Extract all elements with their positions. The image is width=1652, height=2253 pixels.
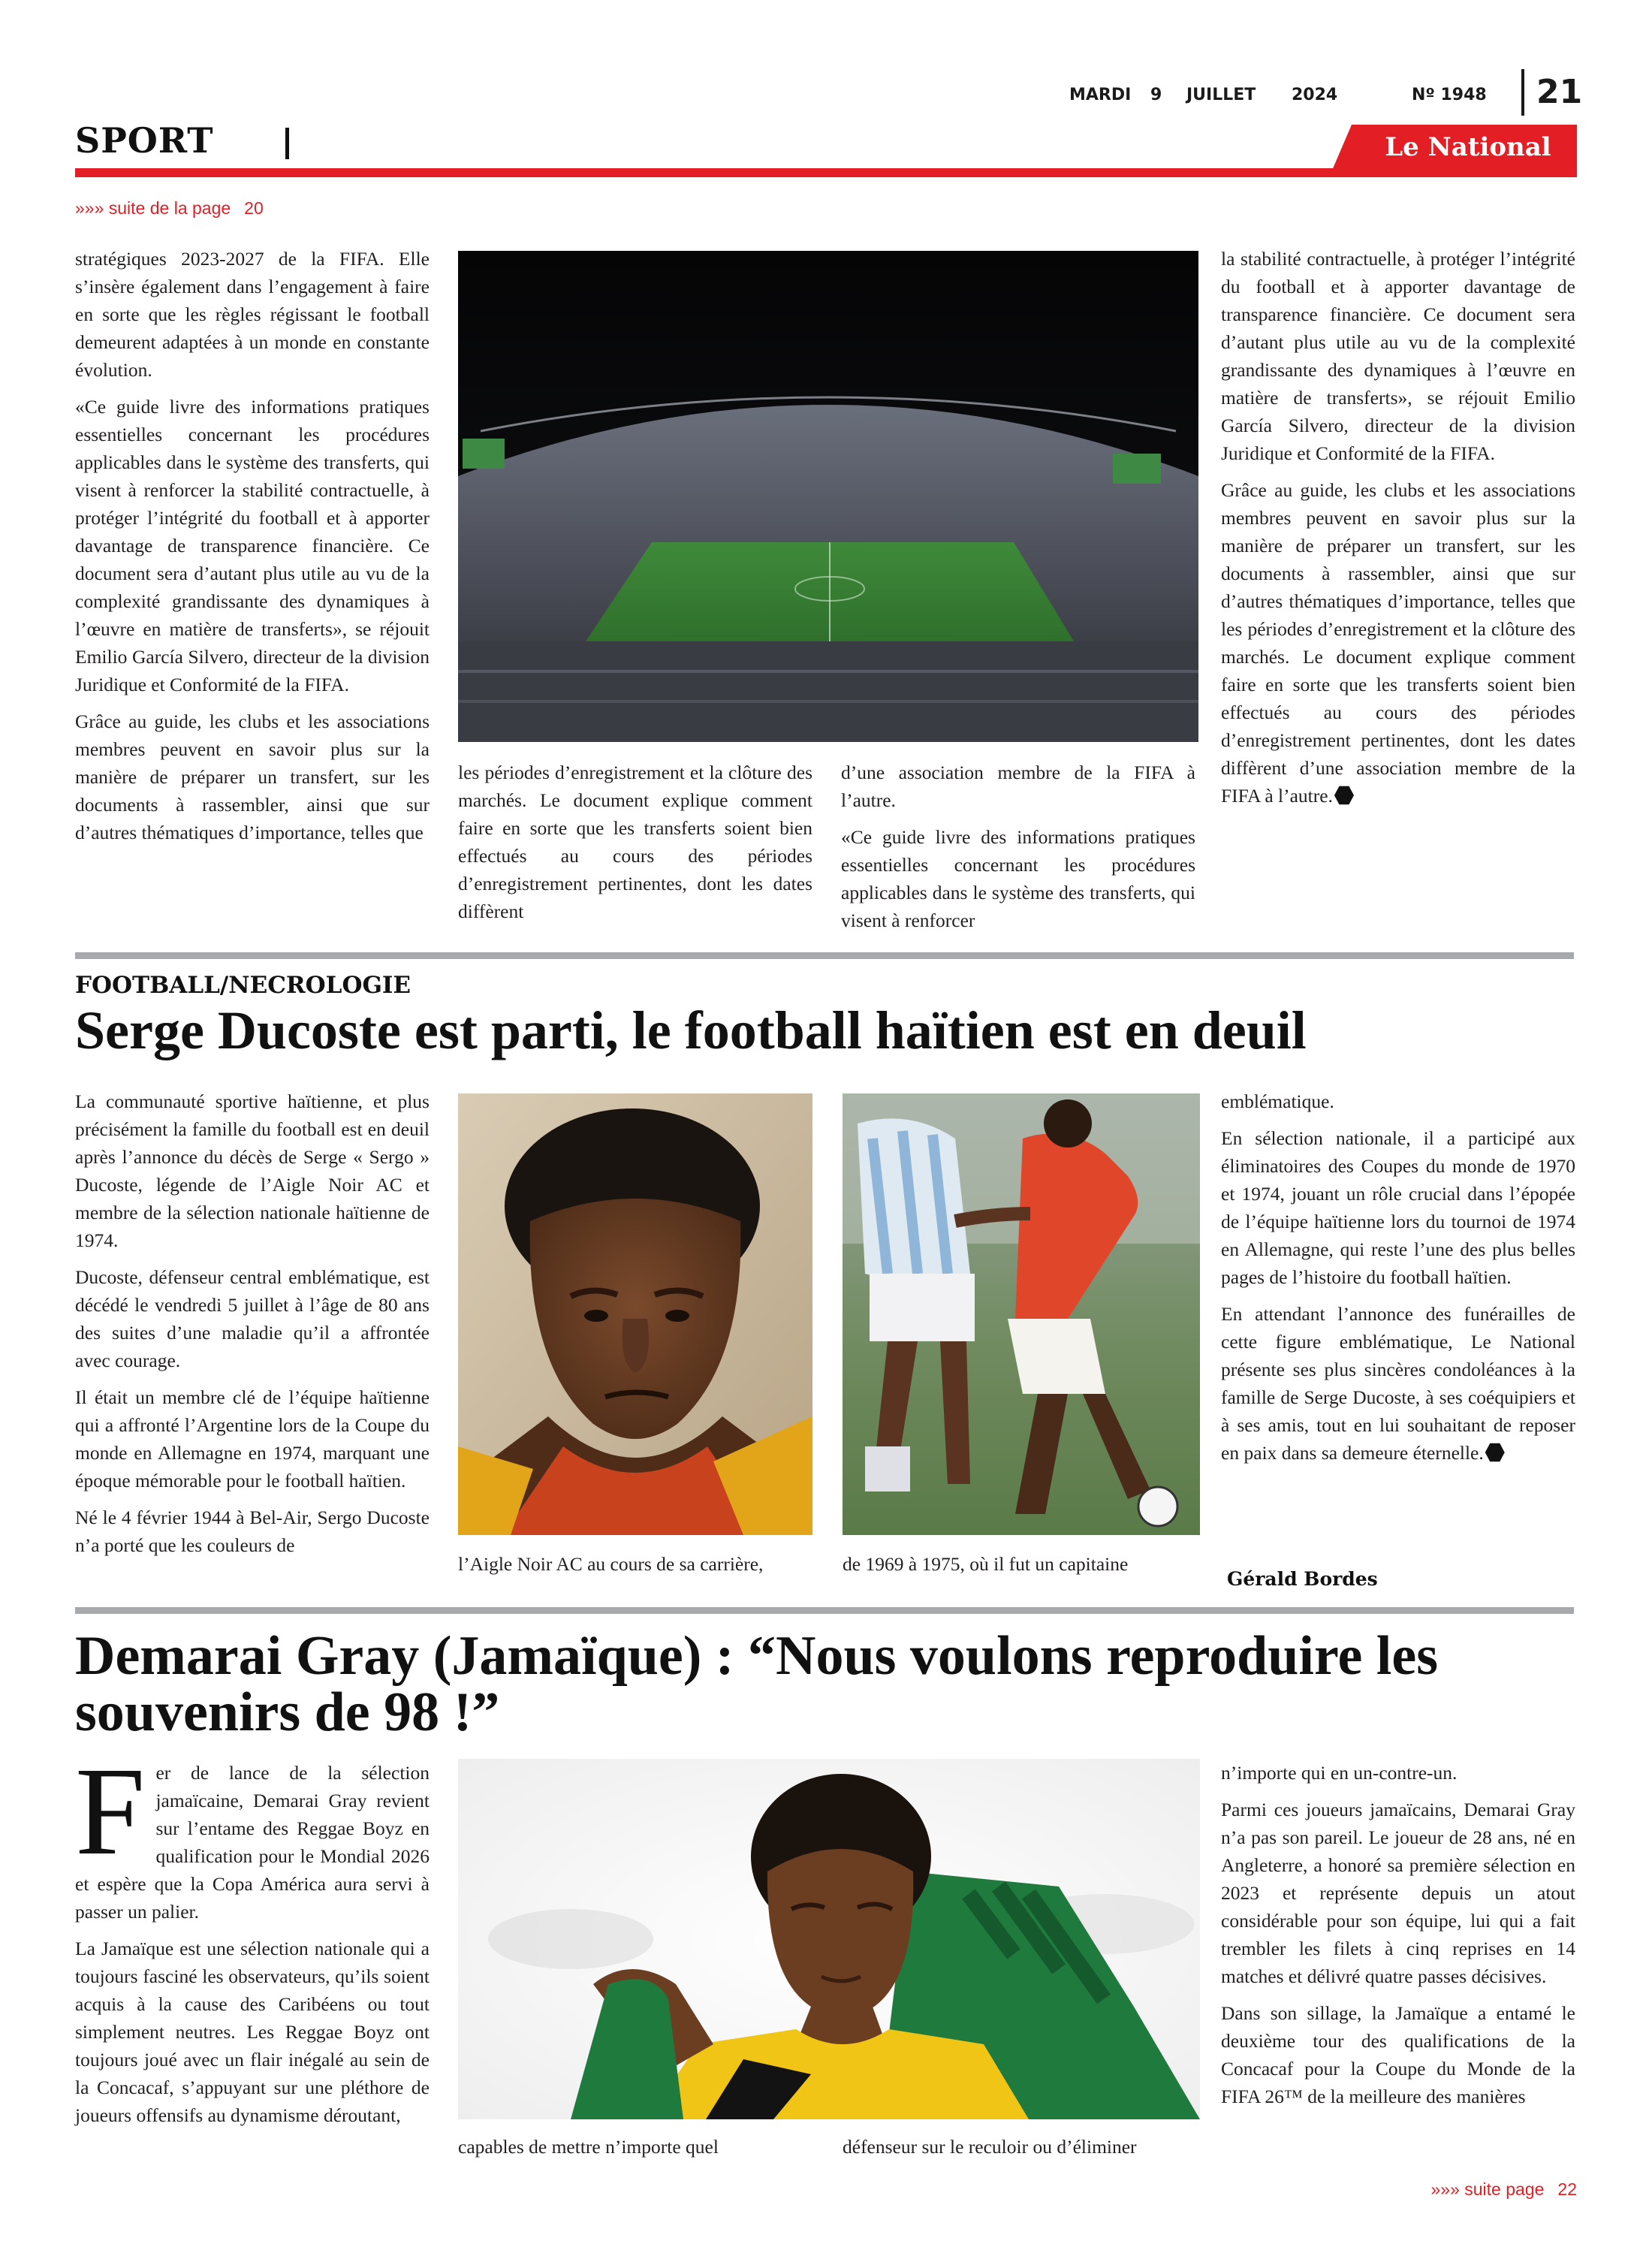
article3-headline: Demarai Gray (Jamaïque) : “Nous voulons reproduire les souvenirs de 98 !” — [75, 1625, 1439, 1744]
page-number: 21 — [1521, 69, 1582, 116]
article1-column-4 — [1221, 245, 1575, 939]
article2-col1-paragraph: Ducoste, défenseur central emblématique, est décédé le vendredi 5 juillet à l’âge de 80 ans des suites d’une maladie qu’il a affrontée avec courage. — [75, 1266, 430, 1371]
article2-col4-paragraph: emblématique. — [1221, 1090, 1334, 1112]
issue-day: MARDI — [1069, 86, 1132, 104]
article3-column-2 — [458, 2133, 812, 2164]
article-divider — [75, 1607, 1574, 1614]
article2-byline: Gérald Bordes — [1227, 1568, 1378, 1590]
article1-col4-paragraph — [1221, 476, 1575, 810]
issue-date — [1069, 86, 1512, 111]
article2-col1-paragraph: Né le 4 février 1944 à Bel-Air, Sergo Ducoste n’a porté que les couleurs de — [75, 1507, 430, 1556]
article2-column-2 — [458, 1550, 812, 1591]
article3-col4-paragraph: Dans son sillage, la Jamaïque a entamé le deuxième tour des qualifications de la Concacaf pour la Coupe du Monde de la FIFA 26™ de la meilleure des manières — [1221, 2002, 1575, 2107]
article2-col4-paragraph — [1221, 1300, 1575, 1467]
article1-column-2 — [458, 759, 812, 939]
demarai-gray-photo — [458, 1759, 1200, 2119]
article2-col3-paragraph: de 1969 à 1975, où il fut un capitaine — [843, 1553, 1129, 1575]
continued-from — [75, 198, 264, 219]
issue-year: 2024 — [1292, 86, 1338, 104]
article1-column-1 — [75, 245, 430, 939]
article1-col1-paragraph: stratégiques 2023-2027 de la FIFA. Elle s’insère également dans l’engagement à faire en sorte que les règles régissant le football demeurent adaptées à un monde en constante évolution. — [75, 248, 430, 381]
article2-column-3 — [843, 1550, 1197, 1591]
continued-to-page: 22 — [1557, 2179, 1577, 2199]
article2-headline: Serge Ducoste est parti, le football haïtien est en deuil — [75, 1000, 1307, 1060]
match-action-photo — [843, 1093, 1200, 1535]
article3-column-4 — [1221, 1759, 1575, 2164]
article2-col1-paragraph: La communauté sportive haïtienne, et plus précisément la famille du football est en deuil après l’annonce du décès de Serge « Sergo » Ducoste, légende de l’Aigle Noir AC et membre de la sélection nationale haïtienne de 1974. — [75, 1090, 430, 1251]
issue-number: Nº 1948 — [1412, 86, 1487, 104]
article1-col1-paragraph: «Ce guide livre des informations pratiques essentielles concernant les procédures applicables dans le système des transferts, qui visent à renforcer la stabilité contractuelle, à protéger l’intégrité du football et à apporter davantage de transparence financière. Ce document sera d’autant plus utile au vu de la complexité grandissante des dynamiques à l’œuvre en matière de transferts», se réjouit Emilio García Silvero, directeur de la division Juridique et Conformité de la FIFA. — [75, 396, 430, 695]
stadium-photo — [458, 251, 1198, 742]
article3-dropcap: F — [75, 1742, 146, 1881]
article3-col2-paragraph: capables de mettre n’importe quel — [458, 2136, 719, 2158]
article2-col4-paragraph: En sélection nationale, il a participé aux éliminatoires des Coupes du monde de 1970 et 1974, jouant un rôle crucial dans l’épopée de l’équipe haïtienne lors du tournoi de 1974 en Allemagne, qui reste l’une des plus belles pages de l’histoire du football haïtien. — [1221, 1127, 1575, 1288]
article1-col4-paragraph: la stabilité contractuelle, à protéger l’intégrité du football et à apporter davantage de transparence financière. Ce document sera d’autant plus utile au vu de la complexité grandissante des dynamiques à l’œuvre en matière de transferts», se réjouit Emilio García Silvero, directeur de la division Juridique et Conformité de la FIFA. — [1221, 248, 1575, 464]
article-divider — [75, 952, 1574, 959]
continued-from-page: 20 — [244, 198, 264, 218]
article3-col1-paragraph: La Jamaïque est une sélection nationale qui a toujours fasciné les observateurs, qu’ils soient acquis à la cause des Caribéens ou tout simplement neutres. Les Reggae Boyz ont toujours joué avec un flair inégalé au sein de la Concacaf, s’appuyant sur une pléthore de joueurs offensifs au dynamisme déroutant, — [75, 1938, 430, 2126]
article2-col2-paragraph: l’Aigle Noir AC au cours de sa carrière, — [458, 1553, 764, 1575]
article2-kicker: FOOTBALL/NECROLOGIE — [75, 972, 411, 999]
article3-col4-paragraph: Parmi ces joueurs jamaïcains, Demarai Gray n’a pas son pareil. Le joueur de 28 ans, né en Angleterre, a honoré sa première sélection en 2023 et représente depuis un atout considérable pour son équipe, lui qui a fait trembler les filets à cinq reprises en 14 matches et délivré quatre passes décisives. — [1221, 1799, 1575, 1987]
continued-from-marker: »»» suite de la page — [75, 198, 231, 218]
section-divider — [285, 128, 289, 159]
article1-col3-paragraph: d’une association membre de la FIFA à l’autre. — [841, 762, 1195, 811]
continued-to-marker: »»» suite page — [1430, 2179, 1545, 2199]
article3-column-1 — [75, 1742, 430, 2164]
article1-col2-paragraph: les périodes d’enregistrement et la clôture des marchés. Le document explique comment faire en sorte que les transferts soient bien effectués au cours des périodes d’enregistrement pertinentes, dont les dates diffèrent — [458, 762, 812, 922]
section-title: SPORT — [75, 120, 214, 161]
article1-col4-text: Grâce au guide, les clubs et les associations membres peuvent en savoir plus sur la manière de préparer un transfert, sur les documents à rassembler, ainsi que sur d’autres thématiques d’importance, telles que les périodes d’enregistrement et la clôture des marchés. Le document explique comment faire en sorte que les transferts soient bien effectués au cours des périodes d’enregistrement pertinentes, dont les dates diffèrent d’une association membre de la FIFA à l’autre. — [1221, 479, 1575, 807]
article2-column-1 — [75, 1087, 430, 1591]
article1-column-3 — [841, 759, 1195, 939]
article1-col3-paragraph: «Ce guide livre des informations pratiques essentielles concernant les procédures applicables dans le système des transferts, qui visent à renforcer — [841, 826, 1195, 931]
ducoste-portrait-photo — [458, 1093, 812, 1535]
end-of-article-icon — [1334, 786, 1354, 805]
article3-col3-paragraph: défenseur sur le reculoir ou d’éliminer — [843, 2136, 1137, 2158]
continued-to — [1359, 2179, 1577, 2200]
article2-col1-paragraph: Il était un membre clé de l’équipe haïtienne qui a affronté l’Argentine lors de la Coupe du monde en Allemagne en 1974, marquant une époque mémorable pour le football haïtien. — [75, 1386, 430, 1491]
newspaper-brand: Le National — [1385, 132, 1551, 162]
article2-column-4 — [1221, 1087, 1575, 1523]
article1-col1-paragraph: Grâce au guide, les clubs et les associations membres peuvent en savoir plus sur la manière de préparer un transfert, sur les documents à rassembler, ainsi que sur d’autres thématiques d’importance, telles que — [75, 710, 430, 843]
end-of-article-icon — [1485, 1443, 1505, 1462]
article2-col4-text: En attendant l’annonce des funérailles de cette figure emblématique, Le National présente ses plus sincères condoléances à la famille de Serge Ducoste, à ses coéquipiers et à ses amis, tout en lui souhaitant de reposer en paix dans sa demeure éternelle. — [1221, 1303, 1575, 1464]
issue-month: JUILLET — [1186, 86, 1256, 104]
article3-column-3 — [843, 2133, 1197, 2164]
article3-col1-text: er de lance de la sélection jamaïcaine, Demarai Gray revient sur l’entame des Reggae Boyz en qualification pour le Mondial 2026 et espère que la Copa América aura servi à passer un palier. — [75, 1762, 430, 1923]
article3-col4-paragraph: n’importe qui en un-contre-un. — [1221, 1762, 1458, 1784]
issue-date-number: 9 — [1150, 86, 1162, 104]
